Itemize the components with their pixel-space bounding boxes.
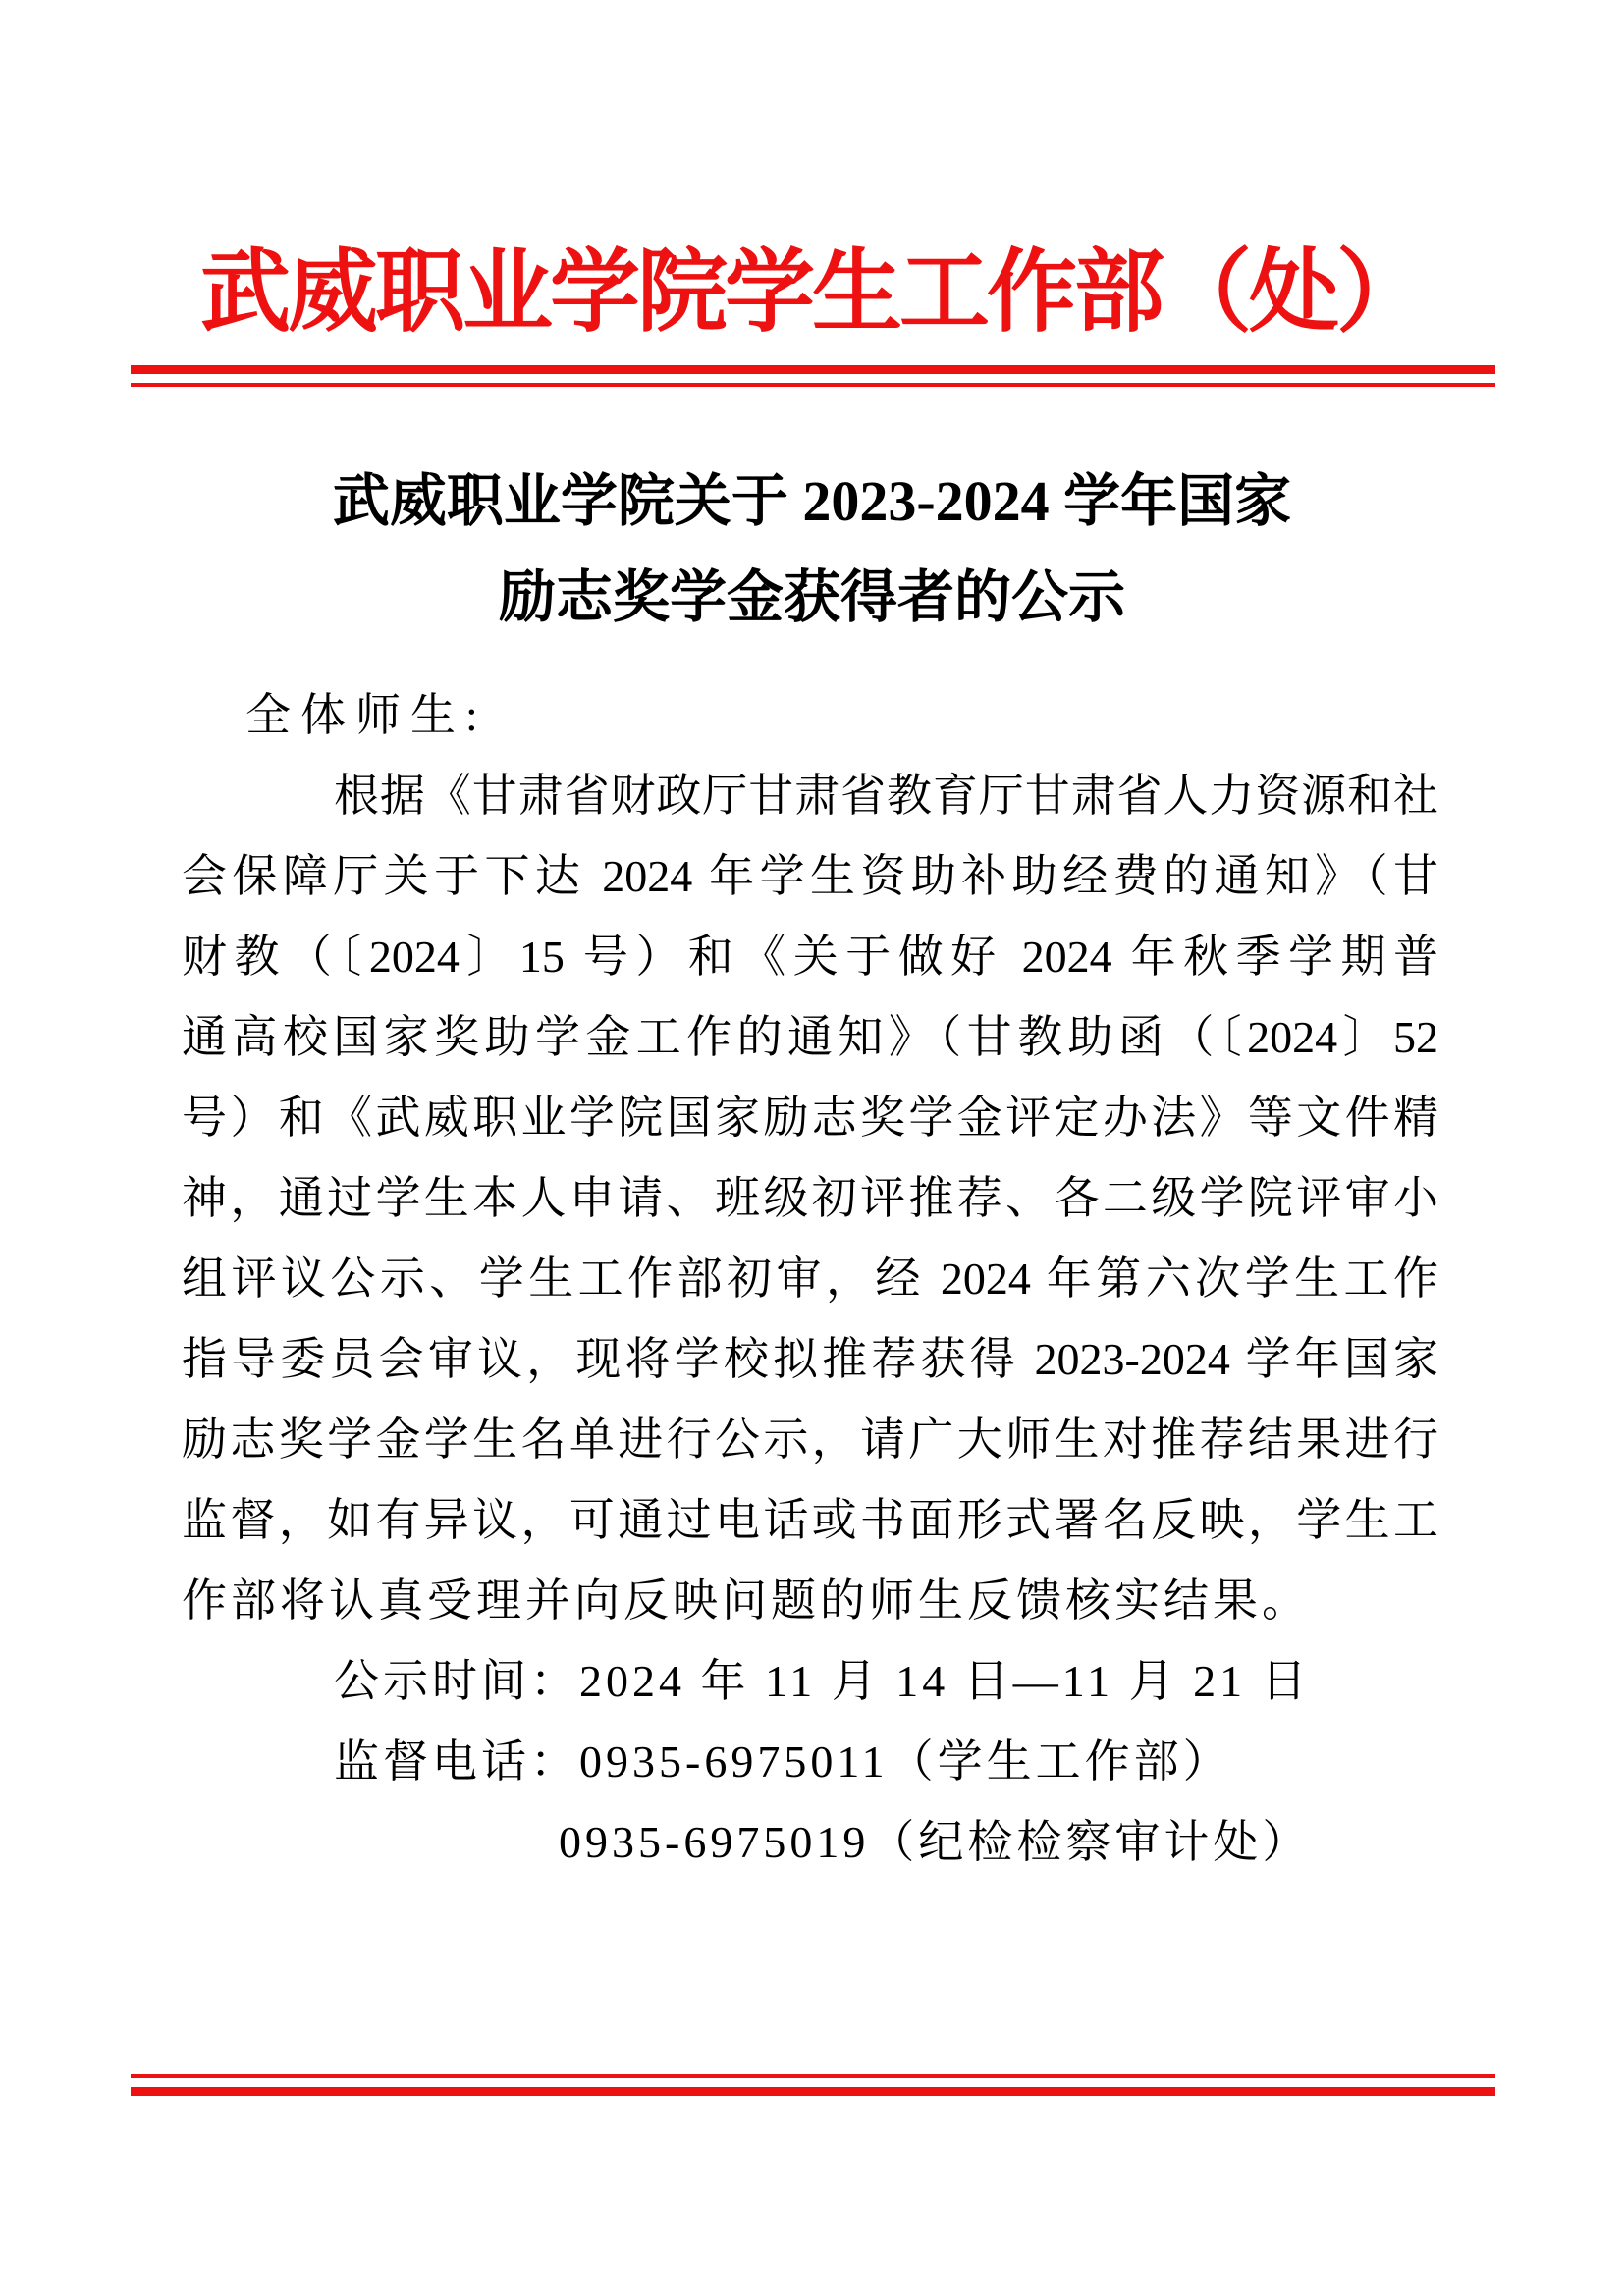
notice-body bbox=[182, 675, 1438, 1883]
masthead-title: 武威职业学院学生工作部（处） bbox=[199, 242, 1424, 343]
body-line: 指导委员会审议，现将学校拟推荐获得 2023-2024 学年国家 bbox=[182, 1334, 1438, 1384]
body-line: 根据《甘肃省财政厅甘肃省教育厅甘肃省人力资源和社 bbox=[334, 771, 1438, 821]
body-line: 励志奖学金学生名单进行公示，请广大师生对推荐结果进行 bbox=[182, 1415, 1438, 1465]
body-line: 通高校国家奖助学金工作的通知》（甘教助函（〔2024〕52 bbox=[182, 1012, 1438, 1062]
body-line: 作部将认真受理并向反映问题的师生反馈核实结果。 bbox=[182, 1575, 1311, 1626]
supervision-phone-line-2: 0935-6975019（纪检检察审计处） bbox=[559, 1817, 1312, 1867]
body-line: 神，通过学生本人申请、班级初评推荐、各二级学院评审小 bbox=[182, 1173, 1438, 1223]
notice-title-line-2: 励志奖学金获得者的公示 bbox=[498, 565, 1125, 629]
body-line: 会保障厅关于下达 2024 年学生资助补助经费的通知》（甘 bbox=[182, 851, 1438, 901]
footer-rule-thin bbox=[131, 2074, 1495, 2078]
footer-rule-thick bbox=[131, 2087, 1495, 2096]
body-line: 号）和《武威职业学院国家励志奖学金评定办法》等文件精 bbox=[182, 1093, 1438, 1143]
salutation: 全体师生: bbox=[245, 690, 488, 740]
supervision-phone-line-1: 监督电话：0935-6975011（学生工作部） bbox=[334, 1736, 1232, 1787]
body-line: 组评议公示、学生工作部初审，经 2024 年第六次学生工作 bbox=[182, 1254, 1438, 1304]
header-rule-thin bbox=[131, 383, 1495, 387]
body-line: 监督，如有异议，可通过电话或书面形式署名反映，学生工 bbox=[182, 1495, 1438, 1545]
body-line: 财教（〔2024〕15 号）和《关于做好 2024 年秋季学期普 bbox=[182, 932, 1438, 982]
notice-title-line-1: 武威职业学院关于 2023-2024 学年国家 bbox=[332, 469, 1292, 533]
notice-title bbox=[0, 454, 1624, 646]
header-rule-thick bbox=[131, 365, 1495, 374]
publicity-period-line: 公示时间：2024 年 11 月 14 日—11 月 21 日 bbox=[334, 1656, 1311, 1706]
